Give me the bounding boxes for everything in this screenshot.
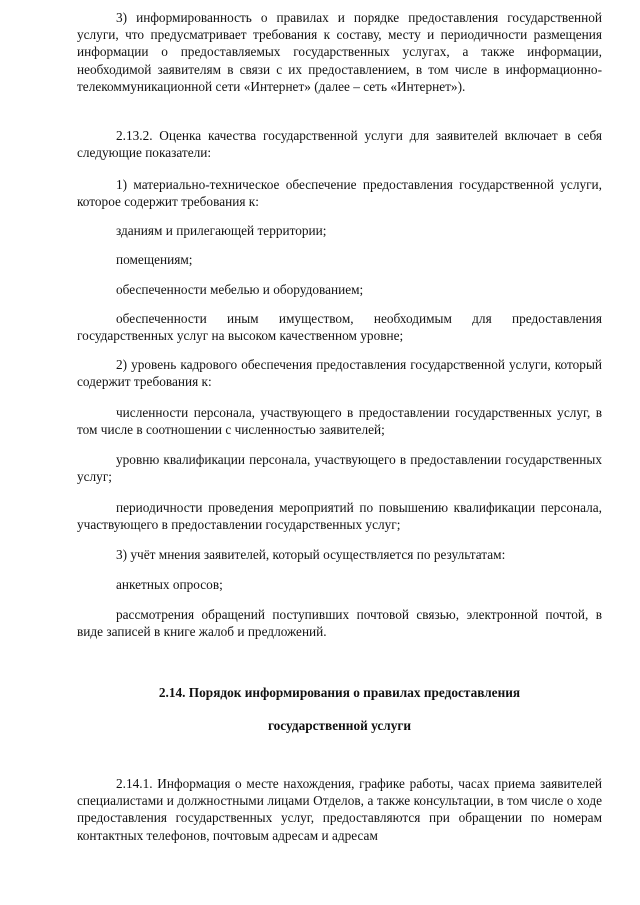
section-heading-line-1: 2.14. Порядок информирования о правилах предоставления xyxy=(158,685,521,700)
paragraph-material-support: 1) материально-техническое обеспечение предоставления государственной услуги, которое содержит требования к: xyxy=(77,177,602,210)
list-item-staff-count: численности персонала, участвующего в предоставлении государственных услуг, в том числе в соотношении с численностью заявителей; xyxy=(77,405,602,438)
list-item-property: обеспеченности иным имуществом, необходимым для предоставления государственных услуг на высоком качественном уровне; xyxy=(77,311,602,344)
paragraph-informedness: 3) информированность о правилах и порядке предоставления государственной услуги, что предусматривает требования к составу, месту и периодичности размещения информации о предоставляемых государственных услугах, а также информации, необходимой заявителям в связи с их предоставлением, в том числе в информационно-телекоммуникационной сети «Интернет» (далее – сеть «Интернет»). xyxy=(77,10,602,94)
paragraph-2-13-2: 2.13.2. Оценка качества государственной услуги для заявителей включает в себя следующие показатели: xyxy=(77,128,602,161)
list-item-premises: помещениям; xyxy=(116,252,193,267)
list-item-training: периодичности проведения мероприятий по повышению квалификации персонала, участвующего в предоставлении государственных услуг; xyxy=(77,500,602,533)
paragraph-feedback: 3) учёт мнения заявителей, который осуществляется по результатам: xyxy=(116,547,506,562)
list-item-surveys: анкетных опросов; xyxy=(116,577,223,592)
paragraph-2-14-1: 2.14.1. Информация о месте нахождения, графике работы, часах приема заявителей специалистами и должностными лицами Отделов, а также консультации, в том числе о ходе предоставления государственных услуг, предоставляются при обращении по номерам контактных телефонов, почтовым адресам и адресам xyxy=(77,776,602,843)
paragraph-staffing: 2) уровень кадрового обеспечения предоставления государственной услуги, который содержит требования к: xyxy=(77,357,602,390)
list-item-buildings: зданиям и прилегающей территории; xyxy=(116,223,327,238)
section-heading-line-2: государственной услуги xyxy=(267,718,412,733)
list-item-furniture: обеспеченности мебелью и оборудованием; xyxy=(116,282,364,297)
list-item-complaints: рассмотрения обращений поступивших почтовой связью, электронной почтой, в виде записей в книге жалоб и предложений. xyxy=(77,607,602,640)
list-item-qualification: уровню квалификации персонала, участвующего в предоставлении государственных услуг; xyxy=(77,452,602,485)
